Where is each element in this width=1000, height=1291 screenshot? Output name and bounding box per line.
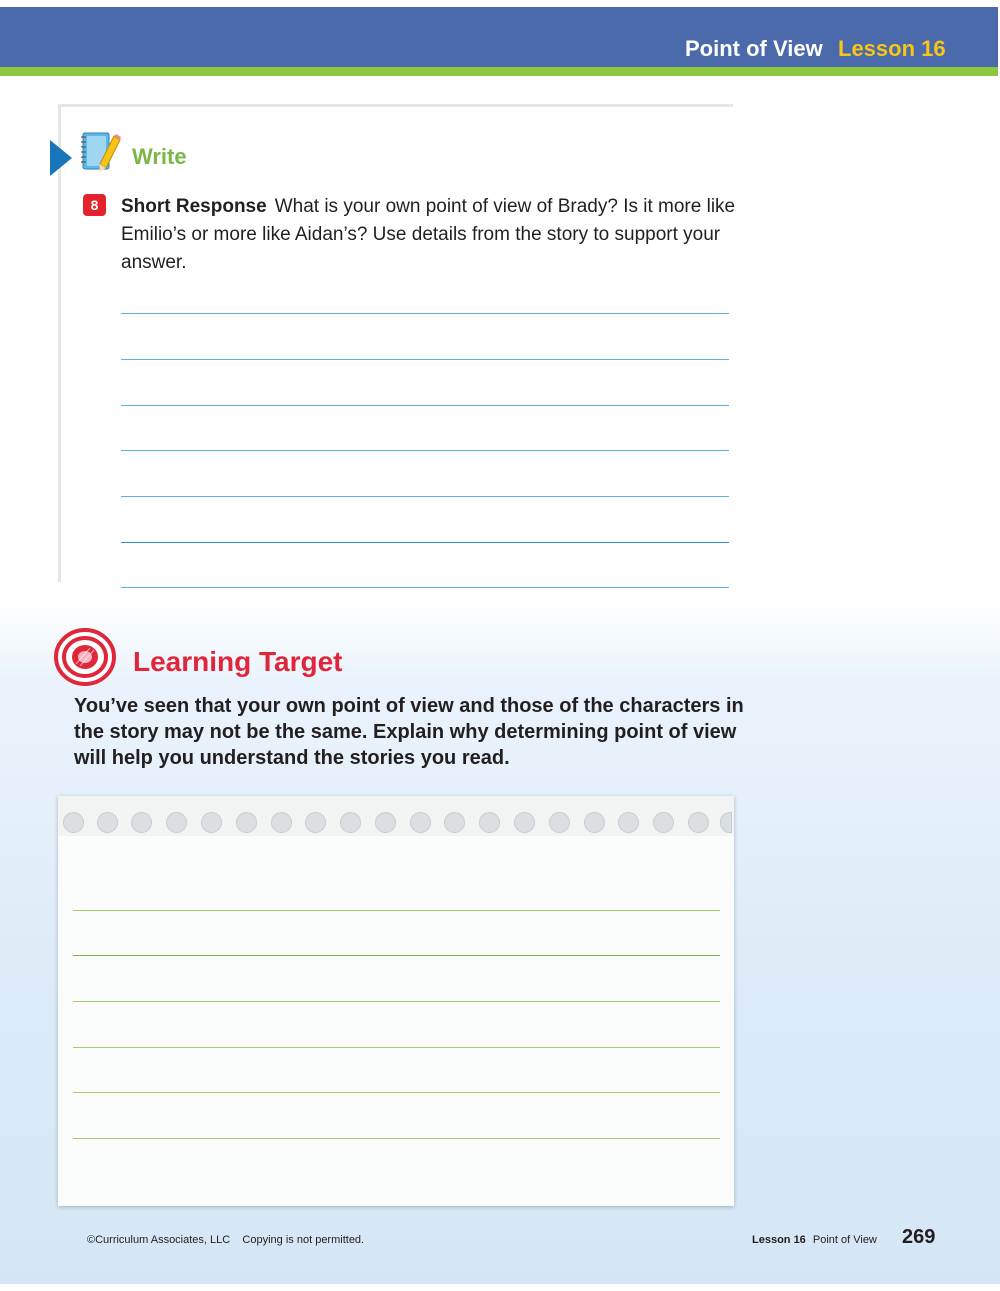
copyright-notice: ©Curriculum Associates, LLC Copying is not permitted. — [87, 1234, 365, 1246]
notebook-answer-line[interactable] — [73, 910, 720, 911]
notebook-answer-line[interactable] — [73, 955, 720, 956]
notebook-answer-line[interactable] — [73, 1092, 720, 1093]
footer-lesson: Lesson 16 — [752, 1234, 806, 1246]
paper-hole — [375, 812, 396, 833]
question-prompt — [121, 193, 736, 277]
paper-hole — [340, 812, 361, 833]
paper-hole — [720, 812, 732, 833]
header-title: Point of View — [685, 36, 823, 61]
notebook-answer-line[interactable] — [73, 1138, 720, 1139]
header-accent-stripe — [0, 67, 998, 76]
paper-hole — [444, 812, 465, 833]
paper-hole — [236, 812, 257, 833]
paper-hole — [201, 812, 222, 833]
notebook-answer-line[interactable] — [73, 1001, 720, 1002]
question-number-badge: 8 — [83, 194, 106, 216]
write-title: Write — [132, 144, 187, 169]
paper-hole — [653, 812, 674, 833]
learning-target-title: Learning Target — [133, 646, 343, 677]
paper-hole — [410, 812, 431, 833]
target-icon — [54, 628, 116, 686]
answer-line[interactable] — [121, 496, 729, 497]
paper-hole — [271, 812, 292, 833]
paper-hole — [305, 812, 326, 833]
paper-hole — [97, 812, 118, 833]
footer-lesson-info — [752, 1234, 877, 1246]
answer-line[interactable] — [121, 313, 729, 314]
paper-hole — [166, 812, 187, 833]
paper-hole — [584, 812, 605, 833]
footer-topic: Point of View — [812, 1234, 877, 1246]
paper-hole — [479, 812, 500, 833]
learning-target-prompt: You’ve seen that your own point of view and those of the characters in the story may not be the same. Explain why determining point of view will help you understand the stories you read. — [74, 695, 744, 769]
write-arrow-marker — [50, 140, 72, 176]
paper-hole — [131, 812, 152, 833]
header-lesson: Lesson 16 — [838, 36, 946, 61]
write-card — [58, 104, 736, 582]
notebook-answer-line[interactable] — [73, 1047, 720, 1048]
question-label: Short Response — [121, 196, 267, 217]
paper-hole — [618, 812, 639, 833]
answer-line[interactable] — [121, 542, 729, 543]
notebook-pencil-icon — [80, 128, 122, 176]
answer-line[interactable] — [121, 587, 729, 588]
answer-line[interactable] — [121, 359, 729, 360]
answer-line[interactable] — [121, 405, 729, 406]
question-text: What is your own point of view of Brady? Is it more like Emilio’s or more like Aidan’s? Use details from the story to support your answer. — [121, 196, 736, 273]
paper-hole — [688, 812, 709, 833]
paper-hole — [514, 812, 535, 833]
footer-strip — [0, 1284, 1000, 1291]
paper-hole — [63, 812, 84, 833]
page-number: 269 — [902, 1226, 936, 1248]
answer-line[interactable] — [121, 450, 729, 451]
paper-hole — [549, 812, 570, 833]
